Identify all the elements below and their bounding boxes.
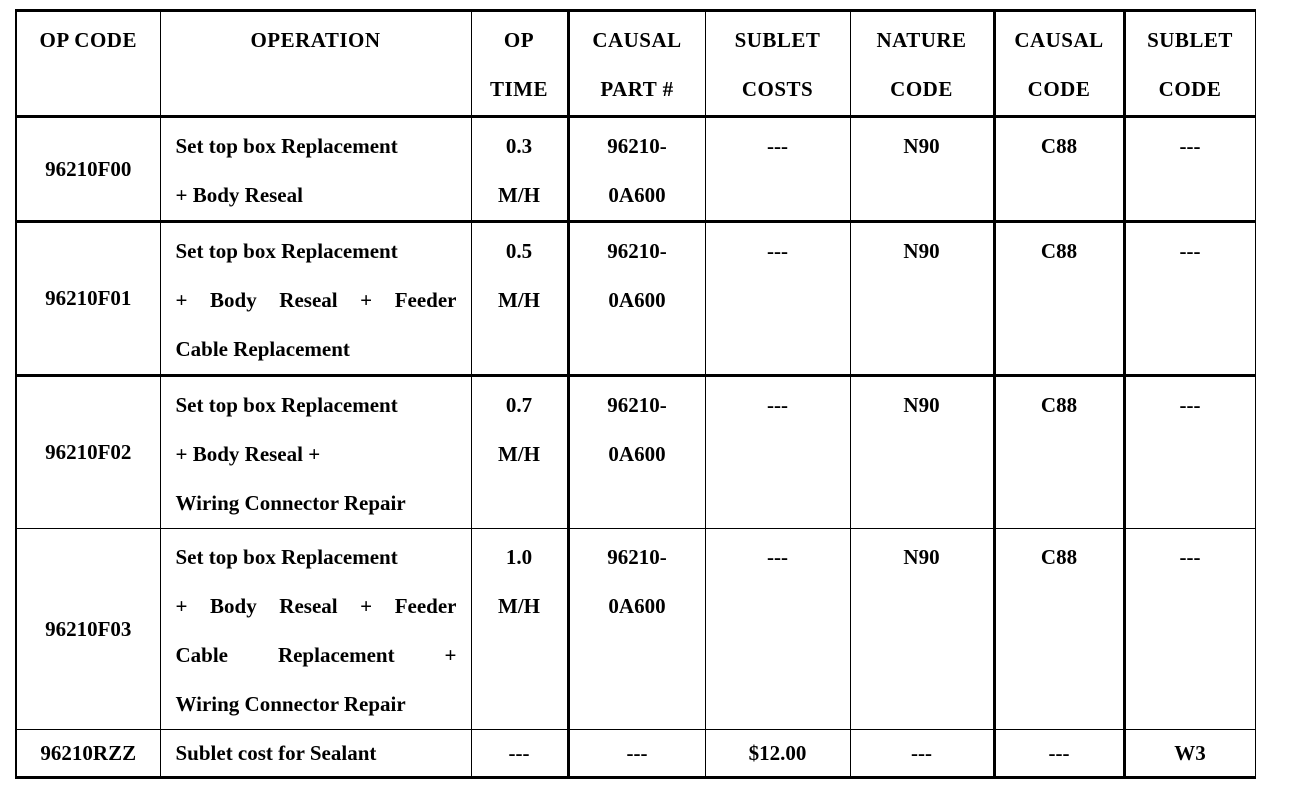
table-row	[16, 730, 1255, 778]
op-code-table	[15, 9, 1256, 779]
table-row	[16, 529, 1255, 730]
table-row	[16, 222, 1255, 376]
causal-part-cell: 96210- 0A600	[568, 376, 705, 529]
causal-part-cell: 96210- 0A600	[568, 117, 705, 222]
table-row	[16, 376, 1255, 529]
sublet-code-cell: W3	[1124, 730, 1255, 778]
nature-code-cell: N90	[850, 529, 994, 730]
nature-code-cell: N90	[850, 222, 994, 376]
causal-part-cell: 96210- 0A600	[568, 529, 705, 730]
header-nature-code: NATURE CODE	[850, 11, 994, 117]
sublet-costs-cell: ---	[705, 117, 850, 222]
header-causal-code: CAUSAL CODE	[994, 11, 1124, 117]
causal-code-cell: ---	[994, 730, 1124, 778]
causal-code-cell: C88	[994, 376, 1124, 529]
header-causal-part: CAUSAL PART #	[568, 11, 705, 117]
operation-cell: Set top box Replacement + Body Reseal + Feeder Cable Replacement + Wiring Connector Repair	[160, 529, 471, 730]
op-time-cell: 0.5 M/H	[471, 222, 568, 376]
sublet-costs-cell: ---	[705, 529, 850, 730]
causal-code-cell: C88	[994, 117, 1124, 222]
causal-part-cell: 96210- 0A600	[568, 222, 705, 376]
operation-cell: Set top box Replacement + Body Reseal + Feeder Cable Replacement	[160, 222, 471, 376]
op-code-cell: 96210F00	[16, 117, 160, 222]
operation-cell: Set top box Replacement + Body Reseal + Wiring Connector Repair	[160, 376, 471, 529]
causal-code-cell: C88	[994, 529, 1124, 730]
sublet-costs-cell: $12.00	[705, 730, 850, 778]
header-row	[16, 11, 1255, 117]
nature-code-cell: ---	[850, 730, 994, 778]
sublet-code-cell: ---	[1124, 529, 1255, 730]
op-time-cell: 0.3 M/H	[471, 117, 568, 222]
header-op-time: OP TIME	[471, 11, 568, 117]
nature-code-cell: N90	[850, 376, 994, 529]
nature-code-cell: N90	[850, 117, 994, 222]
causal-code-cell: C88	[994, 222, 1124, 376]
op-time-cell: ---	[471, 730, 568, 778]
table-row	[16, 117, 1255, 222]
op-code-cell: 96210RZZ	[16, 730, 160, 778]
sublet-costs-cell: ---	[705, 376, 850, 529]
op-time-cell: 1.0 M/H	[471, 529, 568, 730]
header-sublet-costs: SUBLET COSTS	[705, 11, 850, 117]
sublet-code-cell: ---	[1124, 222, 1255, 376]
sublet-code-cell: ---	[1124, 117, 1255, 222]
sublet-code-cell: ---	[1124, 376, 1255, 529]
op-code-cell: 96210F01	[16, 222, 160, 376]
header-operation: OPERATION	[160, 11, 471, 117]
sublet-costs-cell: ---	[705, 222, 850, 376]
op-code-cell: 96210F03	[16, 529, 160, 730]
header-sublet-code: SUBLET CODE	[1124, 11, 1255, 117]
op-time-cell: 0.7 M/H	[471, 376, 568, 529]
header-op-code: OP CODE	[16, 11, 160, 117]
causal-part-cell: ---	[568, 730, 705, 778]
op-code-cell: 96210F02	[16, 376, 160, 529]
operation-cell: Set top box Replacement + Body Reseal	[160, 117, 471, 222]
operation-cell: Sublet cost for Sealant	[160, 730, 471, 778]
